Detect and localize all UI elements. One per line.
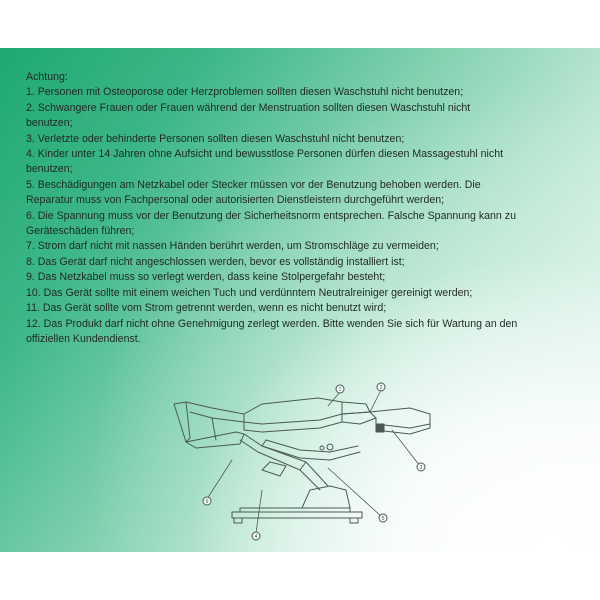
warning-line: benutzen; bbox=[26, 117, 73, 130]
warning-line: 5. Beschädigungen am Netzkabel oder Stecker müssen vor der Benutzung behoben werden. Die bbox=[26, 178, 481, 191]
instruction-panel bbox=[0, 48, 600, 552]
chair-headrest bbox=[370, 408, 430, 434]
warning-line: offiziellen Kundendienst. bbox=[26, 332, 141, 345]
warning-line: 12. Das Produkt darf nicht ohne Genehmigung zerlegt werden. Bitte wenden Sie sich für Wartung an den bbox=[26, 317, 518, 330]
callout-2-label: 2 bbox=[379, 385, 383, 391]
callout-4-label: 4 bbox=[254, 534, 258, 540]
warning-line: 1. Personen mit Osteoporose oder Herzproblemen sollten diesen Waschstuhl nicht benutzen; bbox=[26, 86, 464, 99]
callout-1 bbox=[336, 385, 344, 393]
chair-foot-rest bbox=[174, 402, 244, 448]
warning-line: Reparatur muss von Fachpersonal oder autorisierten Dienstleistern durchgeführt werden; bbox=[26, 194, 445, 207]
warning-text bbox=[26, 70, 586, 347]
chair-base bbox=[232, 486, 362, 523]
chair-backrest bbox=[342, 402, 376, 424]
callout-3-label: 3 bbox=[419, 465, 423, 471]
warning-heading: Achtung: bbox=[26, 71, 68, 83]
warning-line: 11. Das Gerät sollte vom Strom getrennt werden, wenn es nicht benutzt wird; bbox=[26, 302, 387, 315]
callout-5-label: 5 bbox=[381, 516, 385, 522]
callout-1-label: 1 bbox=[338, 387, 342, 393]
warning-line: 3. Verletzte oder behinderte Personen sollten diesen Waschstuhl nicht benutzen; bbox=[26, 132, 405, 145]
warning-line: 10. Das Gerät sollte mit einem weichen Tuch und verdünntem Neutralreiniger gereinigt werden; bbox=[26, 286, 473, 299]
warning-line: benutzen; bbox=[26, 163, 73, 176]
callout-6-label: 6 bbox=[205, 499, 209, 505]
chair-diagram bbox=[160, 378, 440, 544]
callout-6 bbox=[203, 497, 211, 505]
warning-line: 7. Strom darf nicht mit nassen Händen berührt werden, um Stromschläge zu vermeiden; bbox=[26, 240, 439, 253]
warning-line: 8. Das Gerät darf nicht angeschlossen werden, bevor es vollständig installiert ist; bbox=[26, 255, 405, 268]
callout-4 bbox=[252, 532, 260, 540]
warning-line: Geräteschäden führen; bbox=[26, 225, 135, 238]
callout-3 bbox=[417, 463, 425, 471]
warning-line: 4. Kinder unter 14 Jahren ohne Aufsicht und bewusstlose Personen dürfen diesen Massagestuhl nicht bbox=[26, 148, 504, 161]
callout-2 bbox=[377, 383, 385, 391]
callout-5 bbox=[379, 514, 387, 522]
warning-line: 2. Schwangere Frauen oder Frauen während der Menstruation sollten diesen Waschstuhl nicht bbox=[26, 101, 471, 114]
warning-line: 6. Die Spannung muss vor der Benutzung der Sicherheitsnorm entsprechen. Falsche Spannung kann zu bbox=[26, 209, 516, 222]
chair-seat bbox=[244, 398, 342, 432]
warning-line: 9. Das Netzkabel muss so verlegt werden, dass keine Stolpergefahr besteht; bbox=[26, 271, 386, 284]
chair-lift-column bbox=[258, 446, 328, 490]
